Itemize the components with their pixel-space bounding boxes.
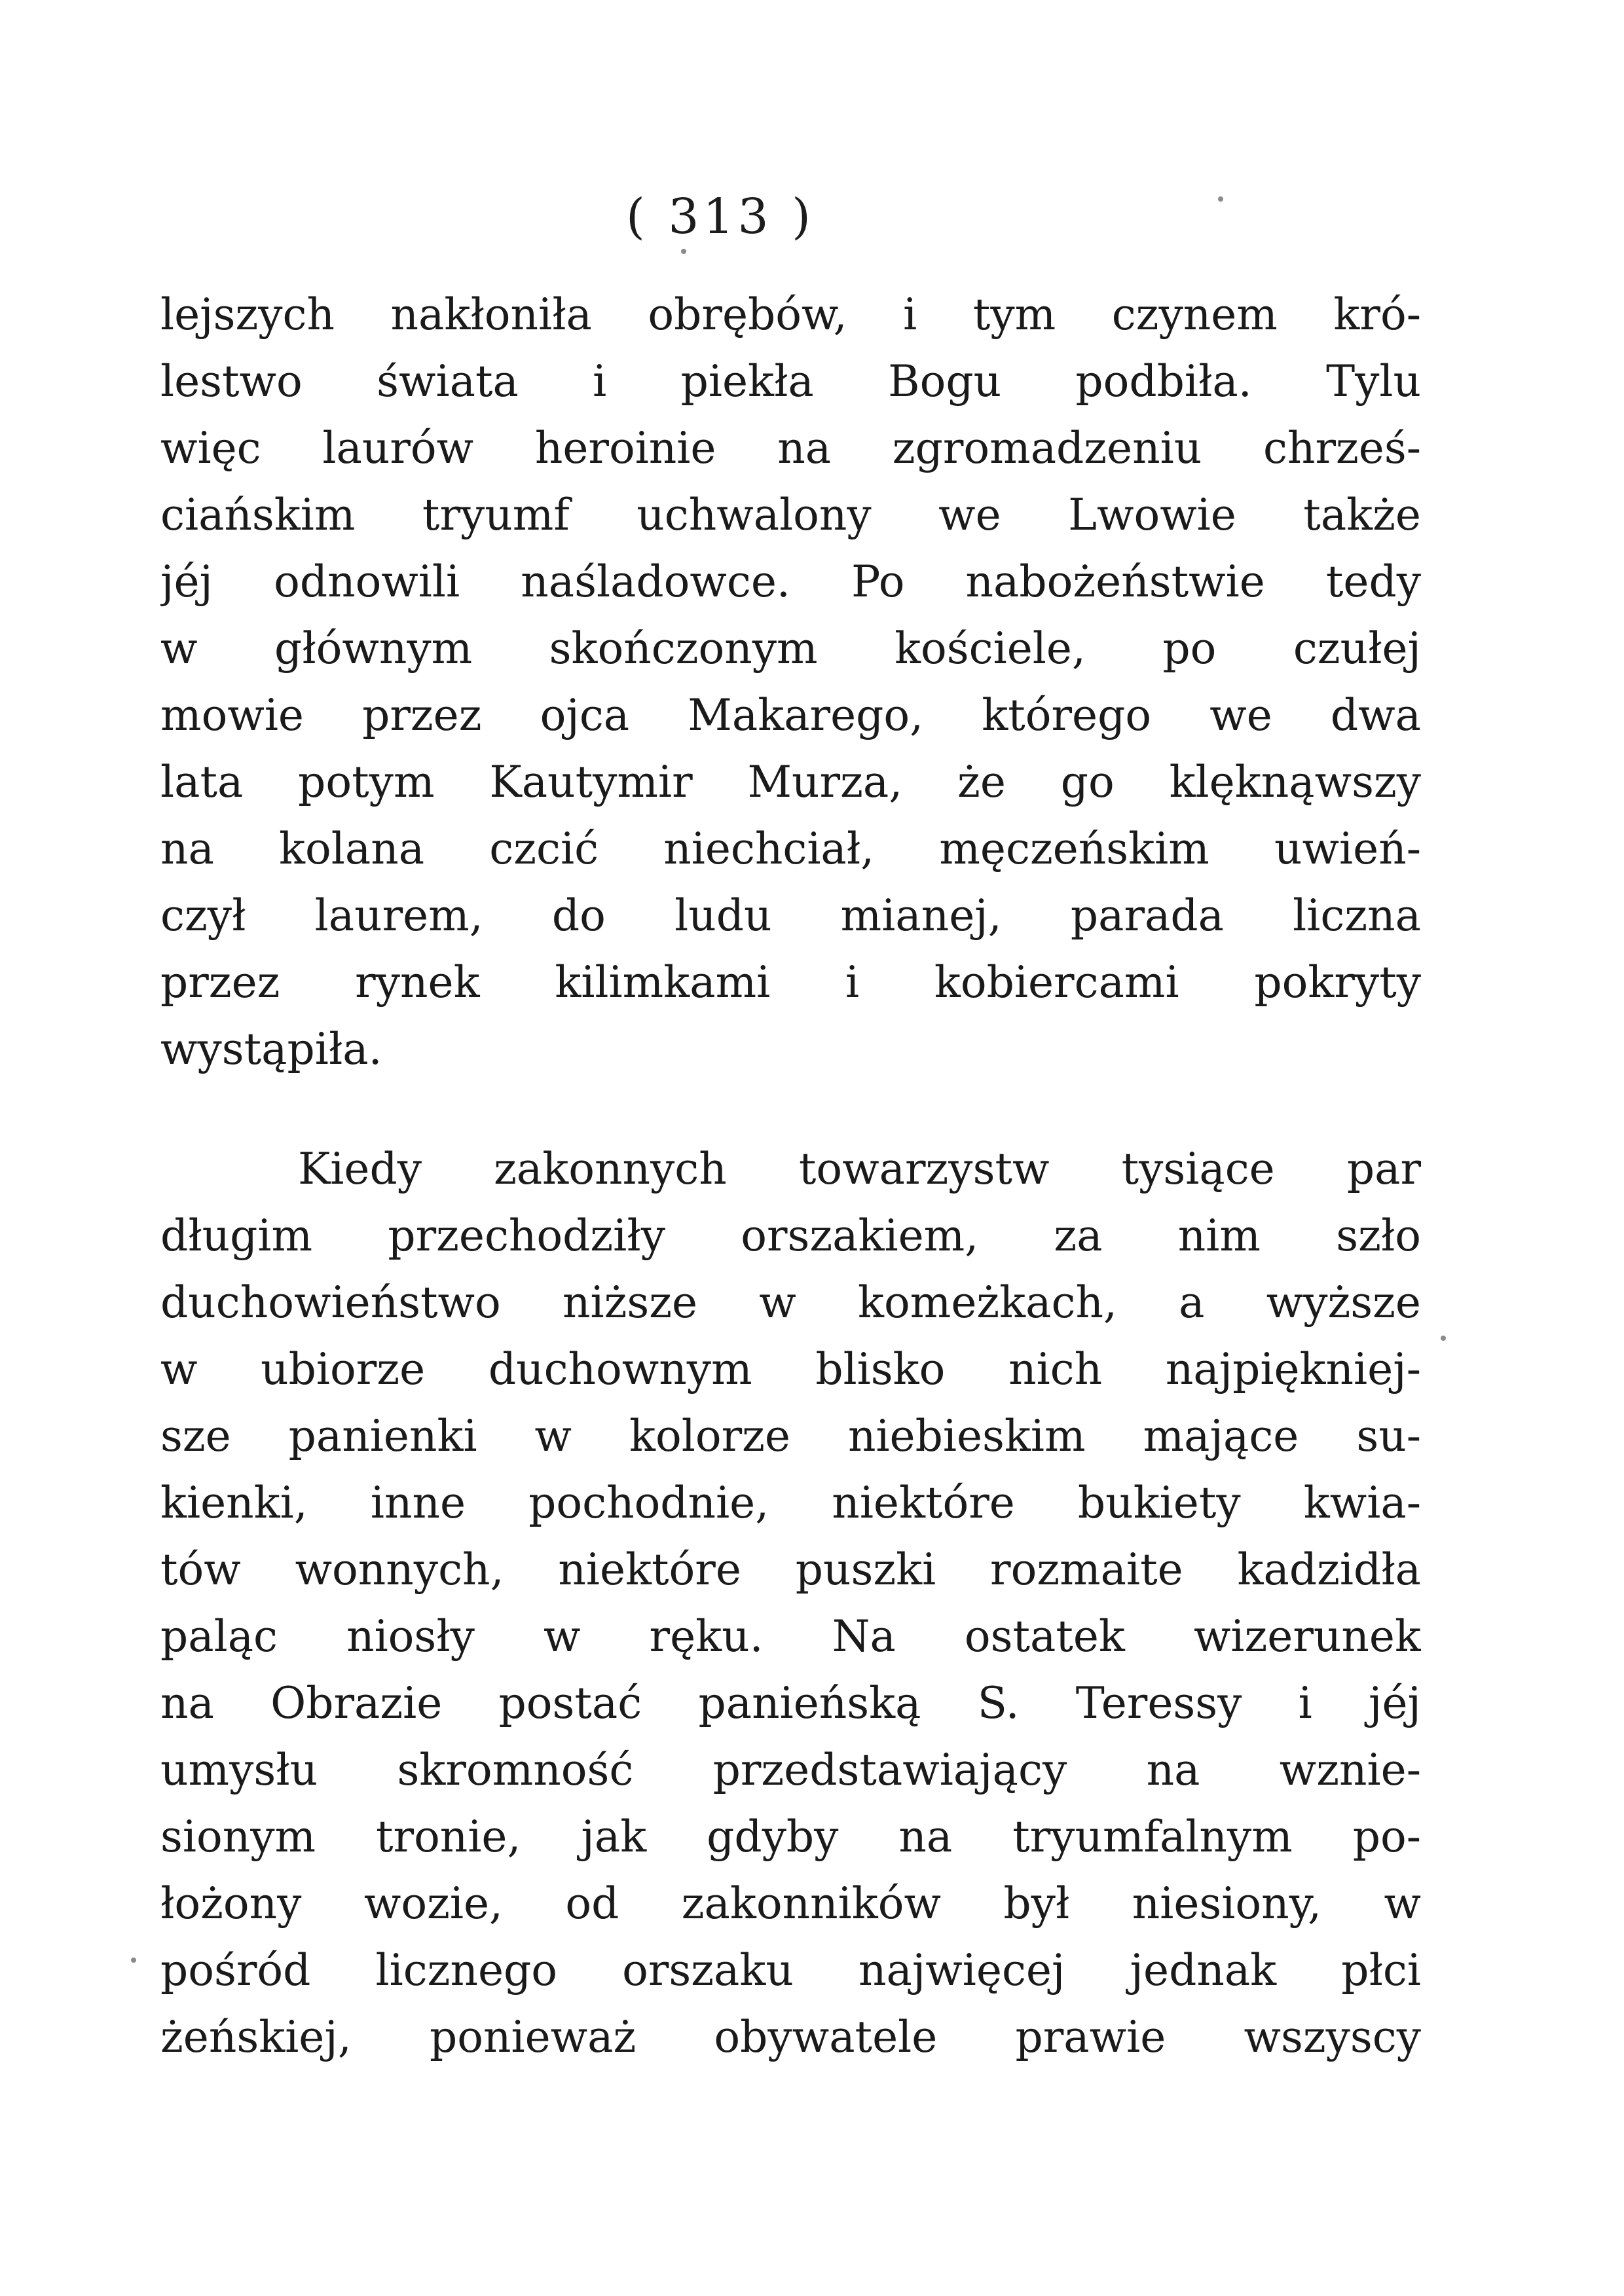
text-line: łożony wozie, od zakonników był niesiony, w xyxy=(160,1878,1421,1929)
text-line: w głównym skończonym kościele, po czułej xyxy=(160,623,1421,674)
text-line: więc laurów heroinie na zgromadzeniu chrześ- xyxy=(160,423,1421,473)
text-line: lestwo świata i piekła Bogu podbiła. Tylu xyxy=(160,356,1421,407)
text-line: na kolana czcić niechciał, męczeńskim uwień- xyxy=(160,824,1421,874)
text-line: kienki, inne pochodnie, niektóre bukiety kwia- xyxy=(160,1478,1421,1528)
text-line: jéj odnowili naśladowce. Po nabożeństwie tedy xyxy=(160,556,1421,607)
text-line: na Obrazie postać panieńską S. Teressy i jéj xyxy=(160,1678,1421,1728)
paragraph-1 xyxy=(160,282,1421,1083)
scan-speck xyxy=(681,249,686,254)
scan-speck xyxy=(1441,1336,1446,1341)
text-line: czył laurem, do ludu mianej, parada liczna xyxy=(160,890,1421,941)
page-number: ( 313 ) xyxy=(625,189,815,245)
text-line: paląc niosły w ręku. Na ostatek wizerunek xyxy=(160,1611,1421,1662)
text-line: lata potym Kautymir Murza, że go klęknąwszy xyxy=(160,757,1421,807)
text-line: ciańskim tryumf uchwalony we Lwowie także xyxy=(160,490,1421,540)
text-line: wystąpiła. xyxy=(160,1024,382,1074)
text-line: duchowieństwo niższe w komeżkach, a wyższe xyxy=(160,1277,1421,1328)
text-line: długim przechodziły orszakiem, za nim szło xyxy=(160,1211,1421,1261)
text-line: żeńskiej, ponieważ obywatele prawie wszyscy xyxy=(160,2012,1421,2062)
text-line: sionym tronie, jak gdyby na tryumfalnym po- xyxy=(160,1812,1421,1862)
text-line: mowie przez ojca Makarego, którego we dwa xyxy=(160,690,1421,740)
text-line: w ubiorze duchownym blisko nich najpiękniej- xyxy=(160,1344,1421,1394)
text-line: lejszych nakłoniła obrębów, i tym czynem kró- xyxy=(160,289,1421,340)
scan-speck xyxy=(1218,196,1223,202)
text-line: tów wonnych, niektóre puszki rozmaite kadzidła xyxy=(160,1544,1421,1595)
text-line: sze panienki w kolorze niebieskim mające su- xyxy=(160,1411,1421,1461)
text-line: Kiedy zakonnych towarzystw tysiące par xyxy=(298,1144,1421,1194)
text-line: pośród licznego orszaku najwięcej jednak płci xyxy=(160,1945,1421,1995)
scan-speck xyxy=(131,1958,136,1963)
text-line: przez rynek kilimkami i kobiercami pokryty xyxy=(160,957,1421,1008)
paragraph-2 xyxy=(160,1136,1421,2071)
text-line: umysłu skromność przedstawiający na wznie- xyxy=(160,1745,1421,1795)
